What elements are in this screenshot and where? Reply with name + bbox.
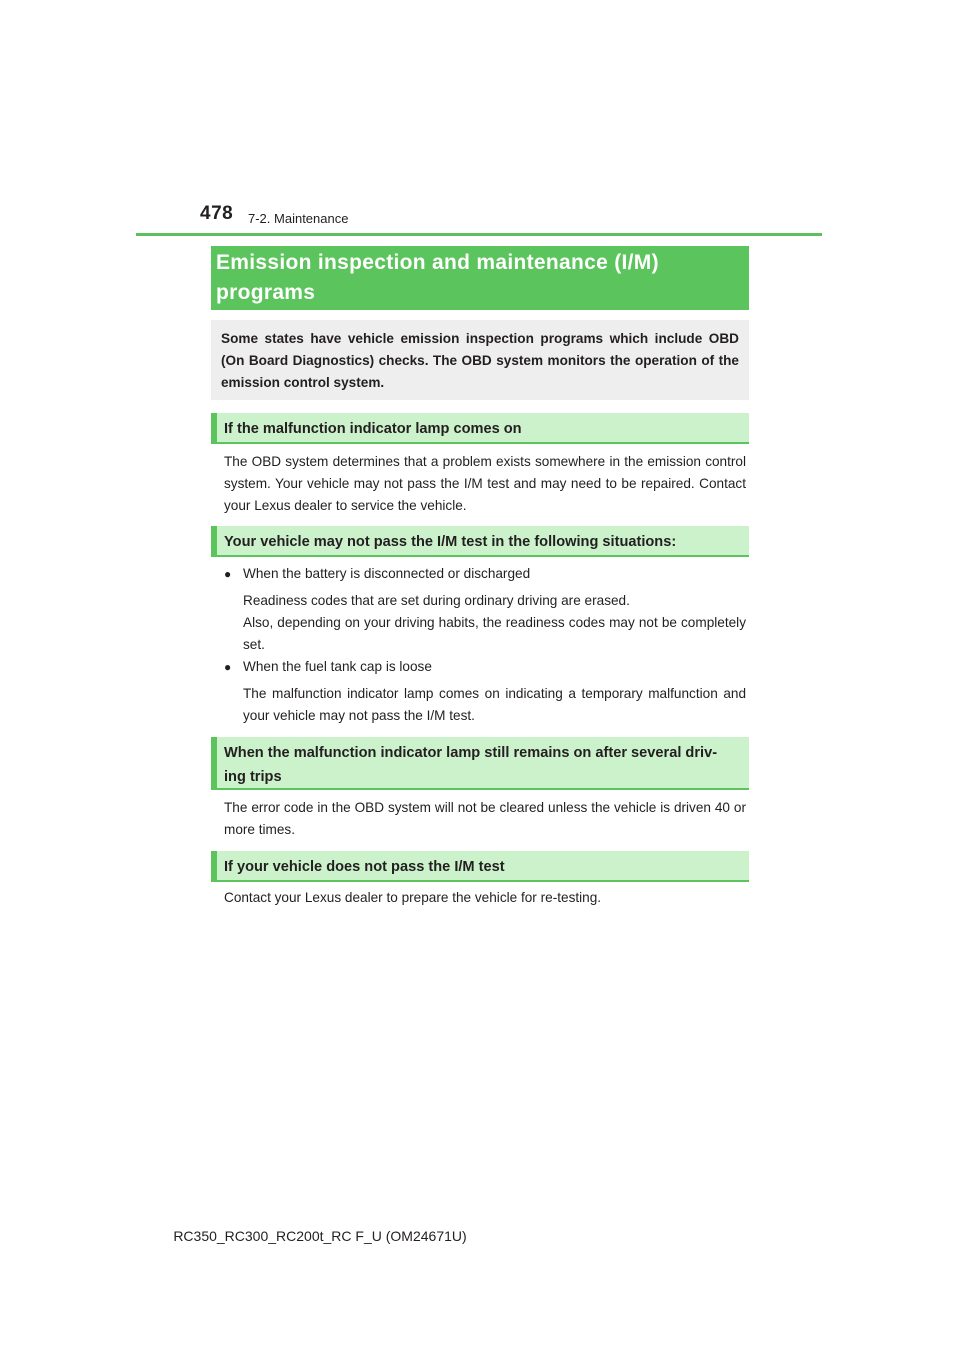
subheading-mil-remains-on-line-1: When the malfunction indicator lamp still remains on after several driv- [224, 745, 718, 761]
body-mil-comes-on: The OBD system determines that a problem exists somewhere in the emission control system. Your vehicle may not pass the I/M test and may need to be repaired. Contact your Lexus dealer to service the vehicle. [224, 454, 746, 513]
body-does-not-pass: Contact your Lexus dealer to prepare the vehicle for re-testing. [224, 890, 602, 905]
page-title-banner [211, 246, 749, 310]
intro-box [211, 320, 749, 400]
bullet-battery-detail-2: Also, depending on your driving habits, the readiness codes may not be completely set. [243, 615, 746, 652]
bullet-fuel-cap [224, 656, 746, 678]
header-divider [136, 233, 822, 236]
subheading-mil-comes-on: If the malfunction indicator lamp comes on [211, 413, 749, 444]
subheading-mil-remains-on [211, 737, 749, 790]
bullet-dot-icon: ● [224, 567, 232, 581]
bullet-dot-icon: ● [224, 660, 232, 674]
bullet-battery-text: When the battery is disconnected or discharged [243, 566, 531, 581]
section-label: 7-2. Maintenance [248, 211, 349, 226]
intro-text: Some states have vehicle emission inspection programs which include OBD (On Board Diagnostics) checks. The OBD system monitors the operation of the emission control system. [221, 331, 739, 390]
bullet-battery [224, 563, 746, 585]
page-number: 478 [200, 203, 234, 224]
bullet-battery-detail-1: Readiness codes that are set during ordinary driving are erased. [243, 593, 630, 608]
footer-doc-code: RC350_RC300_RC200t_RC F_U (OM24671U) [173, 1228, 467, 1244]
subheading-mil-remains-on-line-2: ing trips [224, 769, 282, 785]
bullet-fuel-cap-text: When the fuel tank cap is loose [243, 659, 432, 674]
bullet-fuel-cap-detail: The malfunction indicator lamp comes on indicating a temporary malfunction and your vehicle may not pass the I/M test. [243, 686, 746, 723]
subheading-may-not-pass: Your vehicle may not pass the I/M test in the following situations: [211, 526, 749, 557]
body-mil-remains-on: The error code in the OBD system will not be cleared unless the vehicle is driven 40 or more times. [224, 800, 746, 837]
page-title-line-2: programs [216, 281, 316, 304]
subheading-does-not-pass: If your vehicle does not pass the I/M test [211, 851, 749, 882]
page-title-line-1: Emission inspection and maintenance (I/M) [216, 251, 659, 274]
